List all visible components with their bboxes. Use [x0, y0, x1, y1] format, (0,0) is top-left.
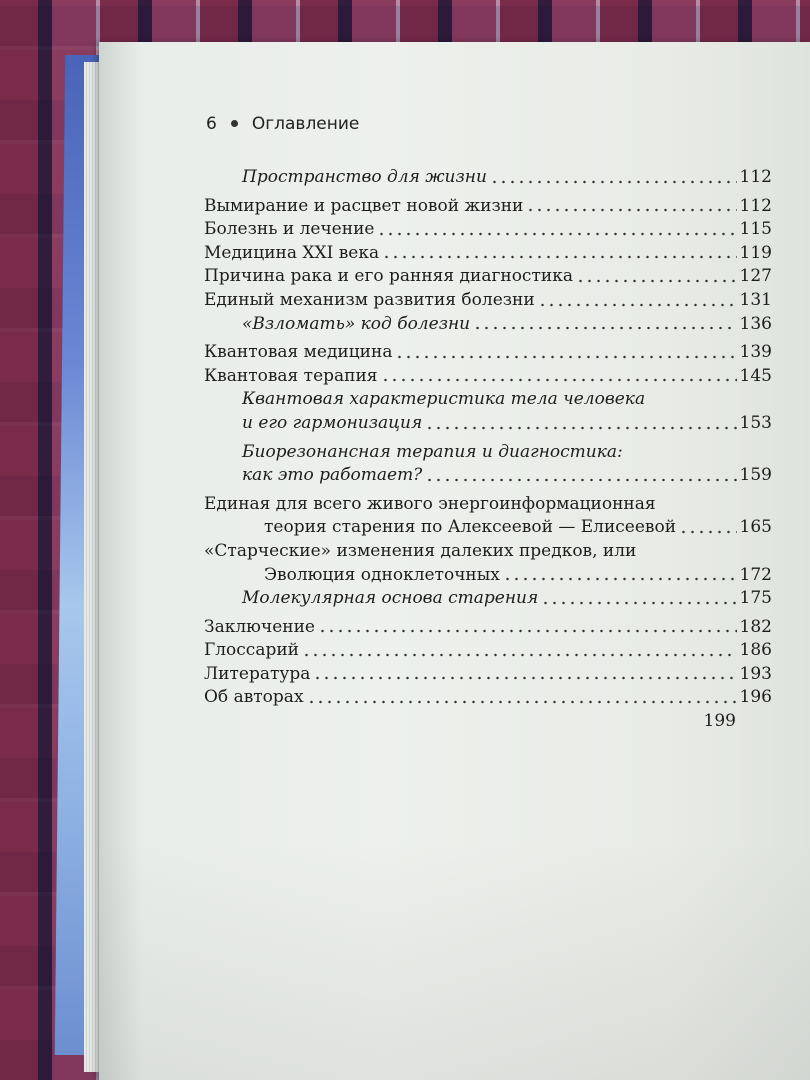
bullet-icon — [231, 120, 238, 127]
toc-entry — [204, 313, 772, 337]
toc-entry-title: Единый механизм развития болезни — [204, 289, 535, 310]
leader-dots — [538, 303, 737, 307]
leader-dots — [490, 180, 737, 184]
leader-dots — [307, 700, 737, 704]
page-shadow — [99, 840, 810, 1080]
toc-entry-title: Об авторах — [204, 687, 304, 708]
toc-entry — [204, 493, 772, 540]
leader-dots — [473, 326, 736, 330]
toc-entry-page: 159 — [739, 465, 772, 486]
toc-entry-page: 186 — [739, 640, 772, 661]
toc-entry-page: 112 — [739, 167, 772, 187]
toc-entry — [204, 710, 772, 734]
toc-entry-page: 127 — [739, 266, 772, 287]
toc-entry — [204, 540, 772, 587]
leader-dots — [425, 426, 736, 430]
toc-entry-title-cont: теория старения по Алексеевой — Елисеевой — [264, 517, 677, 538]
toc-entry — [204, 388, 772, 435]
toc-entry-title: «Старческие» изменения далеких предков, или — [204, 540, 637, 561]
toc-entry-title: Квантовая медицина — [204, 342, 393, 363]
toc-entry-page: 193 — [739, 663, 772, 684]
leader-dots — [313, 676, 736, 680]
toc-entry-page: 199 — [703, 711, 736, 732]
leader-dots — [425, 478, 736, 482]
toc-entry-title-cont: как это работает? — [242, 465, 423, 486]
leader-dots — [302, 653, 737, 657]
toc-entry-title: Болезнь и лечение — [204, 219, 375, 240]
toc-entry — [204, 242, 772, 266]
toc-entry — [204, 441, 772, 488]
leader-dots — [526, 208, 736, 212]
leader-dots — [395, 355, 736, 359]
toc-entry-title: Глоссарий — [204, 640, 300, 661]
toc-entry-title: Молекулярная основа старения — [242, 588, 539, 609]
leader-dots — [679, 530, 736, 534]
toc-entry-page: 196 — [739, 687, 772, 708]
toc-entry-title: Квантовая характеристика тела человека — [242, 389, 646, 410]
toc-entry-title-cont: и его гармонизация — [242, 412, 423, 433]
leader-dots — [382, 255, 736, 259]
toc-entry — [204, 616, 772, 640]
toc-entry-page: 112 — [739, 195, 772, 216]
toc-entry-page: 145 — [739, 365, 772, 386]
toc-entry-page: 165 — [739, 517, 772, 538]
toc-entry — [204, 166, 772, 190]
toc-entry-page: 172 — [739, 564, 772, 585]
table-of-contents — [204, 166, 772, 734]
toc-entry — [204, 365, 772, 389]
toc-entry-title: Заключение — [204, 616, 315, 637]
leader-dots — [503, 577, 737, 581]
toc-entry — [204, 686, 772, 710]
toc-entry-page: 153 — [739, 412, 772, 433]
toc-entry-page: 115 — [739, 219, 772, 240]
page-number: 6 — [206, 114, 217, 134]
toc-entry — [204, 663, 772, 687]
toc-entry-title: Вымирание и расцвет новой жизни — [204, 195, 524, 216]
toc-entry-page: 175 — [739, 588, 772, 609]
toc-entry-page: 119 — [739, 242, 772, 263]
toc-entry-title: Квантовая терапия — [204, 365, 378, 386]
toc-entry — [204, 289, 772, 313]
toc-entry-title: Литература — [204, 663, 311, 684]
leader-dots — [576, 279, 737, 283]
leader-dots — [318, 629, 737, 633]
leader-dots — [377, 232, 736, 236]
toc-entry — [204, 218, 772, 242]
toc-entry — [204, 587, 772, 611]
toc-entry-title: «Взломать» код болезни — [242, 313, 471, 334]
toc-entry-page: 136 — [739, 313, 772, 334]
toc-entry — [204, 195, 772, 219]
toc-entry-title: Пространство для жизни — [242, 167, 487, 187]
running-header — [206, 114, 359, 134]
toc-entry — [204, 265, 772, 289]
toc-entry — [204, 639, 772, 663]
header-title: Оглавление — [251, 114, 360, 134]
leader-dots — [541, 601, 736, 605]
toc-entry-title: Биорезонансная терапия и диагностика: — [242, 441, 623, 462]
leader-dots — [381, 378, 737, 382]
toc-entry-page: 139 — [739, 342, 772, 363]
toc-entry-page: 131 — [739, 289, 772, 310]
toc-entry-title: Единая для всего живого энергоинформационная — [204, 493, 656, 514]
toc-entry — [204, 341, 772, 365]
toc-entry-title: Медицина XXI века — [204, 242, 380, 263]
toc-entry-title-cont: Эволюция одноклеточных — [264, 564, 500, 585]
toc-entry-page: 182 — [739, 616, 772, 637]
toc-entry-title: Причина рака и его ранняя диагностика — [204, 266, 573, 287]
